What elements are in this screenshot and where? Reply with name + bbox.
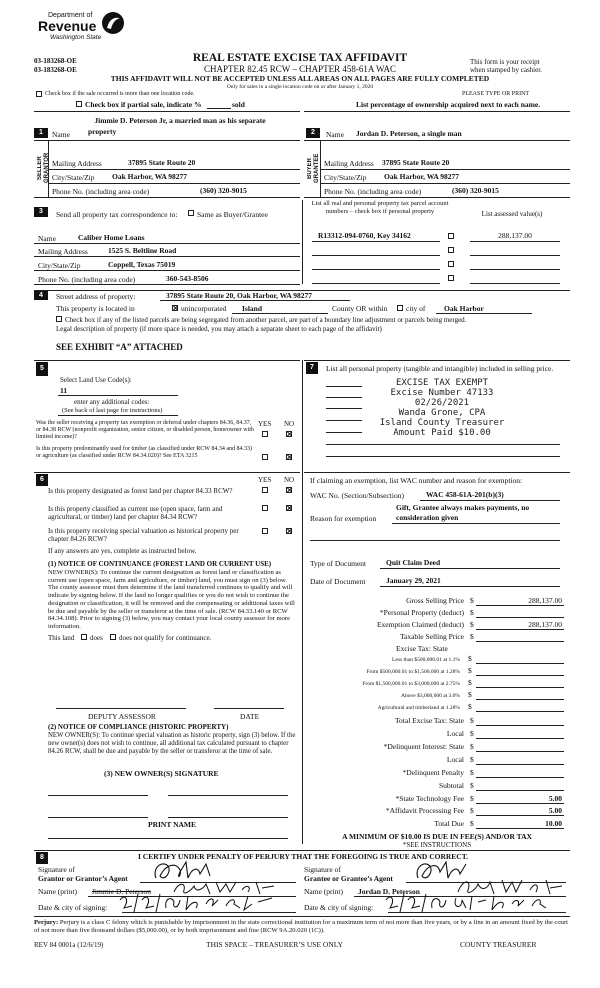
personal-property-label: List all personal property (tangible and intangible) included in selling price.	[326, 364, 554, 373]
sec2-name-line	[304, 140, 570, 141]
multi-location-checkbox[interactable]	[36, 91, 42, 97]
subtotal-label: Subtotal	[438, 781, 464, 790]
assessed-header: List assessed value(s)	[481, 210, 543, 218]
tax-city-value: Coppell, Texas 75019	[108, 260, 176, 269]
delinquent-penalty-label: *Delinquent Penalty	[402, 768, 464, 777]
doc-type-label: Type of Document	[310, 559, 367, 568]
exemption-claimed-label: Exemption Claimed (deduct)	[376, 620, 464, 629]
notice1-title: (1) NOTICE OF CONTINUANCE (FOREST LAND OR CURRENT USE)	[48, 560, 272, 568]
tier-2-line	[476, 675, 564, 676]
gross-value: 288,137.00	[528, 596, 562, 605]
grantor-date-city-label: Date & city of signing:	[38, 903, 108, 912]
tax-phone-label: Phone No. (including area code)	[38, 275, 136, 284]
buyer-mailing-value: 37895 State Route 20	[382, 158, 450, 167]
perjury-label: Perjury:	[34, 919, 59, 926]
assessed-line-1	[470, 241, 560, 242]
total-excise-dollar: $	[470, 716, 474, 725]
tier-3-dollar: $	[468, 678, 472, 687]
treasurer-use-only: THIS SPACE – TREASURER’S USE ONLY	[206, 940, 343, 949]
tier-3-label: From $1,500,000.01 to $3,000,000 at 2.75%	[362, 681, 460, 687]
sec2-left-rule	[320, 140, 321, 197]
tax-mailing-label: Mailing Address	[38, 247, 88, 256]
buyer-phone-value: (360) 320-9015	[452, 186, 499, 195]
sec6-q3-no[interactable]	[286, 528, 292, 534]
pp-line-7	[326, 456, 560, 457]
county-treasurer: COUNTY TREASURER	[460, 940, 537, 949]
wac-label: WAC No. (Section/Subsection)	[310, 491, 404, 500]
segregated-label: Check box if any of the listed parcels are being segregated from another parcel, are part of a boundary line adjustment or parcels being merged.	[65, 316, 467, 324]
print-name-line-2	[168, 817, 288, 818]
perjury-text: Perjury is a class C felony which is punishable by imprisonment in the state correctional institution for a maximum term of not more than five years, or by a fine in an amount fixed by the court of not more than five thousand dollars ($5,000.00), or by both imprisonment and fine (RCW 9A.20.020 (1C)).	[34, 919, 568, 934]
multi-location-label: Check box if the sale occurred is more than one location code.	[45, 91, 195, 97]
grantee-sig-label-2: Grantee or Grantee’s Agent	[304, 874, 393, 883]
grantor-date-line	[122, 912, 296, 913]
tech-fee-line	[476, 803, 564, 804]
seller-phone-label: Phone No. (including area code)	[52, 187, 150, 196]
partial-sale-label: Check box if partial sale, indicate %	[85, 100, 202, 109]
subtotal-dollar: $	[470, 781, 474, 790]
affidavit-fee-value: 5.00	[548, 806, 562, 815]
city-of-checkbox[interactable]	[397, 305, 403, 311]
grantor-sig-label-2: Grantor or Grantor’s Agent	[38, 874, 128, 883]
sec6-q1-yes[interactable]	[262, 487, 268, 493]
exempt-stamp-line-5: Island County Treasurer	[379, 418, 505, 428]
additional-line	[58, 415, 178, 416]
owner-sig-line-2	[168, 795, 288, 796]
exempt-stamp-line-2: Excise Number 47133	[390, 388, 494, 398]
parcel-line-4	[312, 283, 440, 284]
form-code-1: 03-183268-OE	[34, 57, 77, 65]
grantee-name-print-label: Name (print)	[304, 887, 343, 896]
affidavit-fee-line	[476, 815, 564, 816]
gross-line	[476, 605, 564, 606]
street-address-value: 37895 State Route 20, Oak Harbor, WA 98277	[166, 291, 313, 300]
see-instructions: *SEE INSTRUCTIONS	[402, 841, 472, 849]
personal-line	[476, 617, 564, 618]
parcel-line-1	[312, 241, 440, 242]
seller-name-line1: Jimmie D. Peterson Jr, a married man as his separate	[94, 116, 266, 125]
does-not-label: does not qualify for continuance.	[119, 634, 212, 642]
tax-mailing-value: 1525 S. Beltline Road	[108, 246, 177, 255]
please-type: PLEASE TYPE OR PRINT	[462, 91, 530, 97]
sec2-mail-line	[320, 169, 570, 170]
parcel-personal-checkbox-4[interactable]	[448, 275, 454, 281]
grantee-name-value: Jordan D. Peterson	[358, 887, 420, 896]
notice2-title: (2) NOTICE OF COMPLIANCE (HISTORIC PROPERTY)	[48, 723, 229, 731]
affidavit-fee-label: *Affidavit Processing Fee	[385, 806, 464, 815]
sales-note: Only for sales in a single location code on or after January 1, 2020	[226, 84, 374, 90]
tech-fee-label: *State Technology Fee	[395, 794, 464, 803]
tech-fee-value: 5.00	[548, 794, 562, 803]
tax-mailing-line	[34, 256, 300, 257]
form-title: REAL ESTATE EXCISE TAX AFFIDAVIT	[192, 52, 408, 64]
seller-mailing-label: Mailing Address	[52, 159, 102, 168]
logo-mark-icon	[100, 10, 126, 36]
gross-dollar: $	[470, 596, 474, 605]
sec2-bottom	[304, 197, 570, 198]
sec5-q2-no[interactable]	[286, 454, 292, 460]
land-use-label: Select Land Use Code(s):	[60, 376, 132, 384]
sec6-q3-yes[interactable]	[262, 528, 268, 534]
sec6-q1-no[interactable]	[286, 487, 292, 493]
section-4-number: 4	[34, 291, 48, 300]
if-any-yes: If any answers are yes, complete as instructed below.	[48, 547, 197, 555]
sec6-no-header: NO	[284, 476, 295, 484]
tax-name-line	[34, 243, 300, 244]
notice1-text: NEW OWNER(S): To continue the current designation as forest land or classification as current use (open space, farm and agriculture, or timber) land, you must sign on (3) below. The county assessor must then determine if the land transferred continues to qualify and will indicate by signing below. If the land no longer qualifies or you do not wish to continue the designation or classification, it will be removed and the compensating or additional taxes will be due and payable by the seller or transferor at the time of sale. (RCW 84.33.140 or RCW 84.34.108). Prior to signing (3) below, you may contact your local county assessor for more information.	[48, 569, 295, 630]
sec6-q1: Is this property designated as forest land per chapter 84.33 RCW?	[48, 487, 233, 495]
receipt-note-2: when stamped by cashier.	[470, 66, 542, 74]
total-due-line	[476, 828, 564, 829]
tax-phone-line	[34, 284, 300, 285]
total-excise-label: Total Excise Tax: State	[394, 716, 464, 725]
street-address-label: Street address of property:	[56, 292, 136, 301]
sec5-no-header: NO	[284, 420, 295, 428]
form-subtitle: CHAPTER 82.45 RCW – CHAPTER 458-61A WAC	[204, 64, 396, 74]
tier-2-dollar: $	[468, 666, 472, 675]
sold-label: sold	[232, 100, 245, 109]
exhibit-a: SEE EXHIBIT “A” ATTACHED	[56, 342, 183, 352]
send-correspondence-label: Send all property tax correspondence to:	[56, 210, 178, 219]
grantee-date-handwriting	[382, 892, 566, 914]
buyer-side-label: BUYER GRANTEE	[307, 153, 320, 183]
local-dollar: $	[470, 729, 474, 738]
tax-city-line	[34, 270, 300, 271]
deputy-assessor-label: DEPUTY ASSESSOR	[88, 712, 156, 721]
total-due-dollar: $	[470, 819, 474, 828]
sec5-q1: Was the seller receiving a property tax exemption or deferral under chapters 84.36, 84.37, or 84.38 RCW (nonprofit organization, senior citizen, or disabled person, homeowner with limited income)?	[36, 420, 254, 440]
tier-1-line	[476, 663, 564, 664]
city-value: Oak Harbor	[444, 304, 484, 313]
total-excise-line	[476, 725, 564, 726]
grantor-sig-label-1: Signature of	[38, 865, 75, 874]
sec5-q2-yes[interactable]	[262, 454, 268, 460]
tier-2-label: From $500,000.01 to $1,500,000 at 1.28%	[366, 669, 460, 675]
perjury-top	[34, 916, 570, 917]
buyer-city-label: City/State/Zip	[324, 173, 367, 182]
sec5-top	[34, 360, 300, 361]
section-5-number: 5	[36, 362, 48, 376]
seller-name-label: Name	[52, 130, 70, 139]
dor-logo	[34, 10, 134, 50]
grantee-date-city-label: Date & city of signing:	[304, 903, 374, 912]
sec6-yes-header: YES	[258, 476, 272, 484]
assessed-line-4	[470, 283, 560, 284]
parcel-line-2	[312, 255, 440, 256]
total-due-value: 10.00	[545, 819, 562, 828]
wac-line	[420, 500, 560, 501]
city-line	[436, 313, 532, 314]
city-of-label: city of	[406, 304, 426, 313]
deputy-date-line	[214, 708, 284, 709]
affidavit-fee-dollar: $	[470, 806, 474, 815]
wac-value: WAC 458-61A-201(b)(3)	[426, 490, 504, 499]
seller-city-value: Oak Harbor, WA 98277	[112, 172, 188, 181]
buyer-city-value: Oak Harbor, WA 98277	[384, 172, 460, 181]
reason-value-1: Gift, Grantee always makes payments, no	[396, 503, 530, 512]
certify-statement: I CERTIFY UNDER PENALTY OF PERJURY THAT THE FOREGOING IS TRUE AND CORRECT.	[138, 852, 469, 861]
grantor-name-print-label: Name (print)	[38, 887, 77, 896]
parcel-list-header: List all real and personal property tax parcel account numbers – check box if personal property	[311, 200, 449, 215]
tier-4-label: Above $3,000,000 at 3.0%	[401, 693, 460, 699]
does-checkbox[interactable]	[81, 634, 87, 640]
pp-line-6	[326, 444, 560, 445]
partial-sale-line	[207, 108, 231, 109]
tax-name-value: Caliber Home Loans	[78, 233, 145, 242]
owner-sig-line-1	[48, 795, 148, 796]
sec8-top	[34, 850, 570, 851]
sec3-divider	[302, 200, 303, 284]
doc-date-line	[380, 586, 560, 587]
sec7-exemption-top	[304, 472, 570, 473]
seller-name-line2: property	[88, 127, 117, 136]
notice3-title: (3) NEW OWNER(S) SIGNATURE	[104, 769, 219, 778]
local-label: Local	[446, 729, 464, 738]
exemption-line	[476, 629, 564, 630]
assessed-line-3	[470, 269, 560, 270]
tech-fee-dollar: $	[470, 794, 474, 803]
does-label: does	[90, 634, 103, 642]
section-3-number: 3	[34, 207, 48, 217]
buyer-phone-label: Phone No. (including area code)	[324, 187, 422, 196]
tax-phone-value: 360-543-8506	[166, 274, 209, 283]
segregated-checkbox[interactable]	[56, 316, 62, 322]
exempt-stamp-line-3: 02/26/2021	[414, 398, 470, 408]
ownership-note: List percentage of ownership acquired next to each name.	[356, 100, 541, 109]
section-8-number: 8	[36, 852, 48, 864]
middle-divider	[302, 360, 303, 844]
partial-sale-checkbox[interactable]	[76, 101, 82, 107]
land-use-line	[58, 395, 178, 396]
tier-4-dollar: $	[468, 690, 472, 699]
form-code-2: 03-183268-OE	[34, 66, 77, 74]
tax-name-label: Name	[38, 234, 56, 243]
print-name-line-3	[48, 838, 288, 839]
parcel-personal-checkbox-3[interactable]	[448, 261, 454, 267]
sec1-left-rule	[48, 140, 49, 197]
this-land-label: This land	[48, 634, 75, 642]
assessed-line-2	[470, 255, 560, 256]
logo-line-3: Washington State	[50, 34, 102, 41]
sec2-city-line	[320, 183, 570, 184]
exemption-dollar: $	[470, 620, 474, 629]
sec6-q2-no[interactable]	[286, 505, 292, 511]
grantee-date-line	[388, 912, 566, 913]
receipt-note-1: This form is your receipt	[470, 58, 540, 66]
sec7-top	[304, 360, 570, 361]
street-line	[160, 300, 350, 301]
perjury-block	[34, 919, 568, 935]
grantee-sig-label-1: Signature of	[304, 865, 341, 874]
exemption-claim-label: If claiming an exemption, list WAC number and reason for exemption:	[310, 476, 523, 485]
subtotal-line	[476, 790, 564, 791]
taxable-dollar: $	[470, 632, 474, 641]
seller-mailing-value: 37895 State Route 20	[128, 158, 196, 167]
tier-4-line	[476, 699, 564, 700]
sec1-top	[34, 111, 300, 112]
tier-1-label: Less than $500,000.01 at 1.1%	[392, 657, 460, 663]
section-6-number: 6	[36, 474, 48, 486]
doc-type-value: Quit Claim Deed	[386, 558, 441, 567]
section-1-number: 1	[34, 128, 48, 138]
logo-line-2: Revenue	[38, 18, 97, 34]
reason-line-2	[310, 540, 560, 541]
legal-description-label: Legal description of property (if more space is needed, you may attach a separate sheet to each page of the affidavit)	[56, 325, 382, 333]
sec2-top	[304, 111, 570, 112]
delinquent-interest-label: *Delinquent Interest: State	[383, 742, 464, 751]
pp-line-1	[326, 386, 362, 387]
pp-line-3	[326, 408, 362, 409]
delinquent-interest-dollar: $	[470, 742, 474, 751]
located-label: This property is located in	[56, 304, 135, 313]
delinquent-penalty-dollar: $	[470, 768, 474, 777]
local2-line	[476, 764, 564, 765]
local2-dollar: $	[470, 755, 474, 764]
unincorporated-checkbox[interactable]	[172, 305, 178, 311]
personal-property-deduct-label: *Personal Property (deduct)	[379, 608, 464, 617]
excise-tax-state-label: Excise Tax: State	[396, 644, 448, 653]
deputy-date-label: DATE	[240, 712, 260, 721]
sec6-q2: Is this property classified as current use (open space, farm and agricultural, or timber) land per chapter 84.34 RCW?	[48, 505, 223, 521]
parcel-number: R13312-094-0760, Key 34162	[318, 231, 411, 240]
additional-codes-label: enter any additional codes:	[74, 398, 150, 406]
deputy-line	[56, 708, 186, 709]
tier-1-dollar: $	[468, 654, 472, 663]
does-not-checkbox[interactable]	[110, 634, 116, 640]
sec6-q2-yes[interactable]	[262, 505, 268, 511]
county-or-label: County OR within	[332, 304, 388, 313]
seller-side-label: SELLER GRANTOR	[37, 152, 50, 184]
doc-date-value: January 29, 2021	[386, 576, 441, 585]
delinquent-interest-line	[476, 751, 564, 752]
seller-phone-value: (360) 320-9015	[200, 186, 247, 195]
grantor-date-handwriting	[116, 892, 296, 914]
personal-dollar: $	[470, 608, 474, 617]
county-line	[232, 313, 328, 314]
sec5-q2: Is this property predominantly used for timber (as classified under RCW 84.34 and 84.33) or agriculture (as classified under RCW 84.34.020)? See ETA 3215	[36, 446, 253, 459]
sec6-top	[34, 472, 300, 473]
parcel-personal-checkbox-2[interactable]	[448, 247, 454, 253]
buyer-name-value: Jordan D. Peterson, a single man	[356, 129, 462, 138]
tier-3-line	[476, 687, 564, 688]
parcel-personal-checkbox-1[interactable]	[448, 233, 454, 239]
reason-label: Reason for exemption	[310, 514, 377, 523]
gross-label: Gross Selling Price	[406, 596, 464, 605]
exemption-claimed-value: 288,137.00	[528, 620, 562, 629]
sec1-name-line	[34, 140, 300, 141]
assessed-value: 288,137.00	[498, 231, 532, 240]
pp-line-4	[326, 420, 362, 421]
taxable-line	[476, 641, 564, 642]
exempt-stamp-line-1: EXCISE TAX EXEMPT	[395, 378, 489, 388]
sec1-mail-line	[48, 169, 300, 170]
local-line	[476, 738, 564, 739]
tax-city-label: City/State/Zip	[38, 261, 81, 270]
local2-label: Local	[446, 755, 464, 764]
same-as-buyer-checkbox[interactable]	[188, 210, 194, 216]
sec5-q1-no[interactable]	[286, 431, 292, 437]
print-name-label: PRINT NAME	[148, 820, 196, 829]
parcel-line-3	[312, 269, 440, 270]
same-as-buyer-label: Same as Buyer/Grantee	[197, 210, 268, 219]
sec5-yes-header: YES	[258, 420, 272, 428]
tier-5-line	[476, 711, 564, 712]
minimum-fee-note: A MINIMUM OF $10.00 IS DUE IN FEE(S) AND/OR TAX	[342, 832, 532, 841]
exempt-stamp-line-4: Wanda Grone, CPA	[398, 408, 486, 418]
delinquent-penalty-line	[476, 777, 564, 778]
unincorporated-label: unincorporated	[181, 304, 227, 313]
see-back-note: (See back of last page for instructions)	[62, 407, 163, 414]
notice2-text: NEW OWNER(S): To continue special valuation as historic property, sign (3) below. If the new owner(s) does not wish to continue, all additional tax calculated pursuant to chapter 84.26 RCW, shall be due and payable by the seller or transferor at the time of sale.	[48, 732, 296, 755]
tier-5-label: Agricultural and timberland at 1.28%	[377, 705, 460, 711]
pp-line-5	[326, 432, 362, 433]
taxable-label: Taxable Selling Price	[399, 632, 464, 641]
reason-line	[392, 523, 560, 524]
section-2-number: 2	[306, 128, 320, 138]
sec5-q1-yes[interactable]	[262, 431, 268, 437]
tier-5-dollar: $	[468, 702, 472, 711]
land-use-value: 11	[60, 386, 68, 395]
warning-text: THIS AFFIDAVIT WILL NOT BE ACCEPTED UNLESS ALL AREAS ON ALL PAGES ARE FULLY COMPLETED	[110, 74, 490, 83]
form-number: REV 84 0001a (12/6/19)	[34, 941, 104, 949]
total-due-label: Total Due	[434, 819, 464, 828]
print-name-line-1	[48, 817, 148, 818]
doc-date-label: Date of Document	[310, 577, 366, 586]
pp-line-2	[326, 397, 362, 398]
county-value: Island	[242, 304, 263, 313]
grantor-name-value: Jimmie D. Peterson	[92, 887, 151, 896]
section-7-number: 7	[306, 362, 318, 374]
exempt-stamp-line-6: Amount Paid $10.00	[393, 428, 491, 438]
seller-city-label: City/State/Zip	[52, 173, 95, 182]
sec6-q3: Is this property receiving special valuation as historical property per chapter 84.26 RCW?	[48, 527, 239, 543]
buyer-mailing-label: Mailing Address	[324, 159, 374, 168]
doc-type-line	[380, 568, 560, 569]
logo-line-1: Department of	[48, 12, 93, 19]
sec1-bottom	[34, 197, 300, 198]
buyer-name-label: Name	[326, 130, 344, 139]
sec1-city-line	[48, 183, 300, 184]
reason-value-2: consideration given	[396, 513, 459, 522]
